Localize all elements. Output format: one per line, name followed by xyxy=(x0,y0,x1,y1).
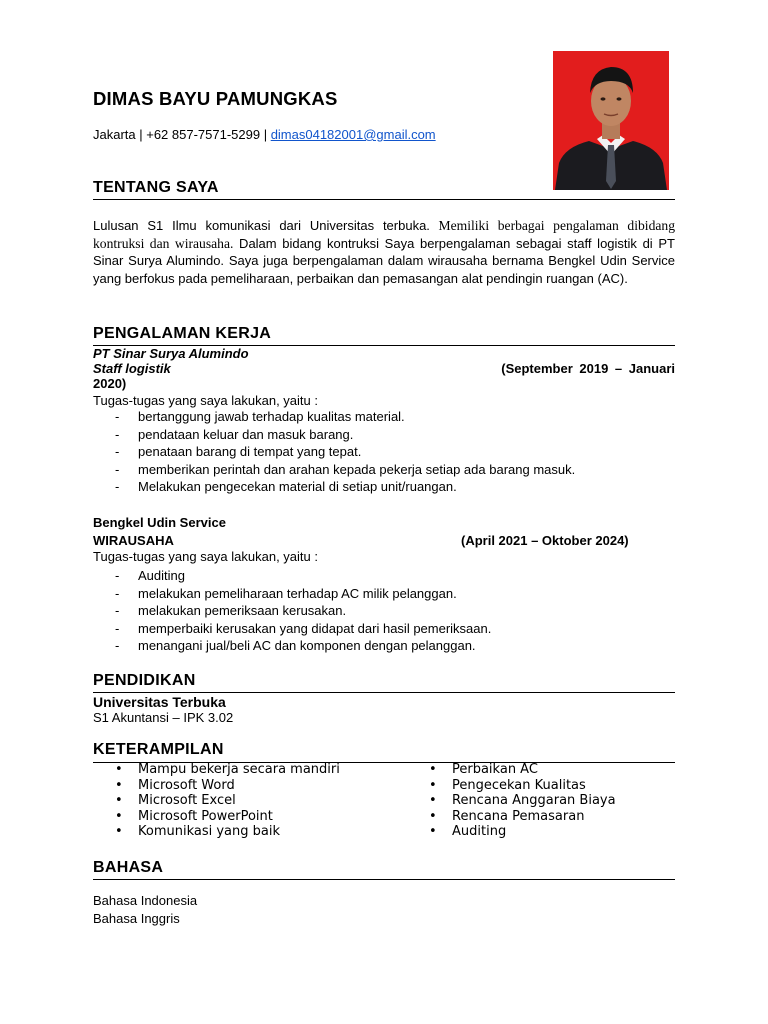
about-text-1: Lulusan S1 Ilmu komunikasi dari Universitas terbuka. xyxy=(93,218,430,233)
list-item: - Melakukan pengecekan material di setiap unit/ruangan. xyxy=(115,479,457,495)
section-title-about: TENTANG SAYA xyxy=(93,179,219,196)
list-item: - melakukan pemeriksaan kerusakan. xyxy=(115,603,347,619)
education-school: Universitas Terbuka xyxy=(93,694,226,710)
job-period: (September 2019 – Januari xyxy=(501,361,675,376)
list-item: - memperbaiki kerusakan yang didapat dari hasil pemeriksaan. xyxy=(115,620,492,636)
education-degree: S1 Akuntansi – IPK 3.02 xyxy=(93,710,234,725)
section-divider xyxy=(93,692,675,693)
list-item: - bertanggung jawab terhadap kualitas material. xyxy=(115,409,405,424)
list-item: • Auditing xyxy=(429,824,507,840)
list-item: • Microsoft Excel xyxy=(115,793,236,809)
profile-photo xyxy=(553,51,669,190)
job-role: WIRAUSAHA xyxy=(93,533,174,548)
contact-location-phone: Jakarta | +62 857-7571-5299 | xyxy=(93,127,271,142)
job-role: Staff logistik xyxy=(93,361,171,376)
section-divider xyxy=(93,199,675,200)
list-item: • Mampu bekerja secara mandiri xyxy=(115,762,340,777)
list-item: - memberikan perintah dan arahan kepada pekerja setiap ada barang masuk. xyxy=(115,461,576,477)
list-item: - melakukan pemeliharaan terhadap AC milik pelanggan. xyxy=(115,585,457,601)
about-text-2: Memiliki berbagai pengalaman dibidang kontruksi dan wirausaha. xyxy=(93,218,676,251)
list-item: • Microsoft Word xyxy=(115,777,235,793)
job-company: Bengkel Udin Service xyxy=(93,515,226,530)
job-tasks-list xyxy=(115,408,575,496)
list-item: • Perbaikan AC xyxy=(429,762,538,777)
section-title-education: PENDIDIKAN xyxy=(93,672,196,689)
list-item: - Auditing xyxy=(115,568,185,583)
list-item: • Komunikasi yang baik xyxy=(115,824,281,840)
list-item: - menangani jual/beli AC dan komponen dengan pelanggan. xyxy=(115,638,476,654)
list-item: - pendataan keluar dan masuk barang. xyxy=(115,426,354,442)
job-period-continued: 2020) xyxy=(93,376,127,391)
list-item: • Rencana Pemasaran xyxy=(429,808,585,824)
candidate-name: DIMAS BAYU PAMUNGKAS xyxy=(93,88,338,109)
section-title-skills: KETERAMPILAN xyxy=(93,741,224,758)
skills-list-left xyxy=(115,762,340,840)
language-item: Bahasa Indonesia xyxy=(93,893,198,908)
email-link[interactable]: dimas04182001@gmail.com xyxy=(270,127,436,142)
job-tasks-list xyxy=(115,567,491,655)
list-item: • Pengecekan Kualitas xyxy=(429,777,586,793)
job-period: (April 2021 – Oktober 2024) xyxy=(461,533,629,548)
section-title-languages: BAHASA xyxy=(93,859,164,876)
skills-list-right xyxy=(429,762,616,840)
job-tasks-intro: Tugas-tugas yang saya lakukan, yaitu : xyxy=(93,549,318,564)
section-divider xyxy=(93,879,675,880)
job-company: PT Sinar Surya Alumindo xyxy=(93,346,249,361)
section-title-experience: PENGALAMAN KERJA xyxy=(93,325,272,342)
person-photo-icon xyxy=(553,51,669,190)
list-item: • Rencana Anggaran Biaya xyxy=(429,793,616,809)
language-item: Bahasa Inggris xyxy=(93,911,180,926)
job-tasks-intro: Tugas-tugas yang saya lakukan, yaitu : xyxy=(93,393,318,408)
about-text-3: Dalam bidang kontruksi Saya berpengalaman sebagai staff logistik di PT Sinar Surya Alumindo. Saya juga berpengalaman dalam wirausaha bernama Bengkel Udin Service yang berfokus pada pemeliharaan, perbaikan dan pemasangan alat pendingin ruangan (AC). xyxy=(93,235,675,286)
list-item: • Microsoft PowerPoint xyxy=(115,808,273,824)
contact-line xyxy=(93,127,436,142)
about-paragraph xyxy=(93,217,675,287)
list-item: - penataan barang di tempat yang tepat. xyxy=(115,444,362,460)
